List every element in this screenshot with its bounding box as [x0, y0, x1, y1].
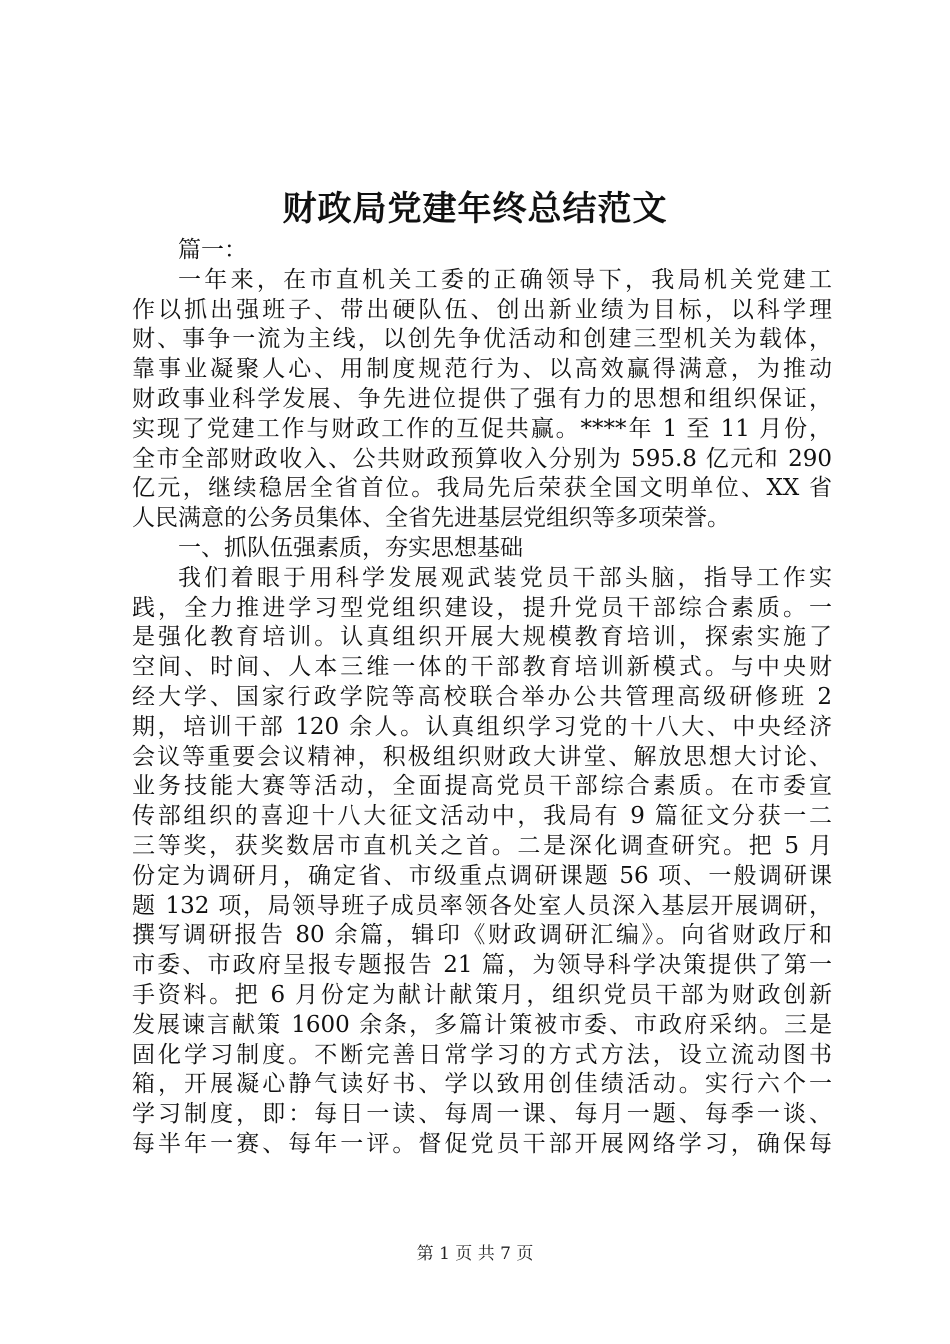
text-line: 撰写调研报告 80 余篇，辑印《财政调研汇编》。向省财政厅和: [132, 922, 832, 949]
text-line: 期，培训干部 120 余人。认真组织学习党的十八大、中央经济: [132, 713, 832, 740]
text-line: 三等奖，获奖数居市直机关之首。二是深化调查研究。把 5 月: [132, 832, 832, 859]
text-line: 是强化教育培训。认真组织开展大规模教育培训，探索实施了: [132, 624, 832, 651]
text-line: 作以抓出强班子、带出硬队伍、创出新业绩为目标，以科学理: [132, 296, 832, 323]
text-line: 题 132 项，局领导班子成员率领各处室人员深入基层开展调研，: [132, 892, 832, 919]
text-line: 践，全力推进学习型党组织建设，提升党员干部综合素质。一: [132, 594, 832, 621]
text-line: 市委、市政府呈报专题报告 21 篇，为领导科学决策提供了第一: [132, 952, 832, 979]
document-body: [132, 236, 832, 1160]
text-line: 发展谏言献策 1600 余条，多篇计策被市委、市政府采纳。三是: [132, 1011, 832, 1038]
text-line: 空间、时间、人本三维一体的干部教育培训新模式。与中央财: [132, 654, 832, 681]
text-line: 学习制度，即：每日一读、每周一课、每月一题、每季一谈、: [132, 1101, 832, 1128]
text-line: 我们着眼于用科学发展观武装党员干部头脑，指导工作实: [178, 564, 832, 591]
text-line: 全市全部财政收入、公共财政预算收入分别为 595.8 亿元和 290: [132, 445, 832, 472]
text-line: 固化学习制度。不断完善日常学习的方式方法，设立流动图书: [132, 1041, 832, 1068]
text-line: 实现了党建工作与财政工作的互促共赢。****年 1 至 11 月份，: [132, 415, 832, 442]
text-line: 亿元，继续稳居全省首位。我局先后荣获全国文明单位、XX 省: [132, 475, 832, 502]
text-line: 箱，开展凝心静气读好书、学以致用创佳绩活动。实行六个一: [132, 1071, 832, 1098]
page-footer: 第 1 页 共 7 页: [416, 1244, 534, 1264]
text-line: 份定为调研月，确定省、市级重点调研课题 56 项、一般调研课: [132, 862, 832, 889]
text-line: 业务技能大赛等活动，全面提高党员干部综合素质。在市委宣: [132, 773, 832, 800]
text-line: 一、抓队伍强素质，夯实思想基础: [178, 534, 523, 561]
text-line: 会议等重要会议精神，积极组织财政大讲堂、解放思想大讨论、: [132, 743, 832, 770]
text-line: 手资料。把 6 月份定为献计献策月，组织党员干部为财政创新: [132, 981, 832, 1008]
text-line: 每半年一赛、每年一评。督促党员干部开展网络学习，确保每: [132, 1130, 832, 1157]
text-line: 人民满意的公务员集体、全省先进基层党组织等多项荣誉。: [132, 505, 730, 532]
text-line: 财、事争一流为主线，以创先争优活动和创建三型机关为载体，: [132, 326, 832, 353]
document-title: 财政局党建年终总结范文: [282, 189, 668, 229]
text-line: 篇一：: [178, 237, 247, 263]
text-line: 经大学、国家行政学院等高校联合举办公共管理高级研修班 2: [132, 683, 832, 710]
text-line: 财政事业科学发展、争先进位提供了强有力的思想和组织保证，: [132, 385, 832, 412]
text-line: 靠事业凝聚人心、用制度规范行为、以高效赢得满意，为推动: [132, 356, 832, 383]
text-line: 一年来，在市直机关工委的正确领导下，我局机关党建工: [178, 266, 832, 293]
text-line: 传部组织的喜迎十八大征文活动中，我局有 9 篇征文分获一二: [132, 803, 832, 830]
